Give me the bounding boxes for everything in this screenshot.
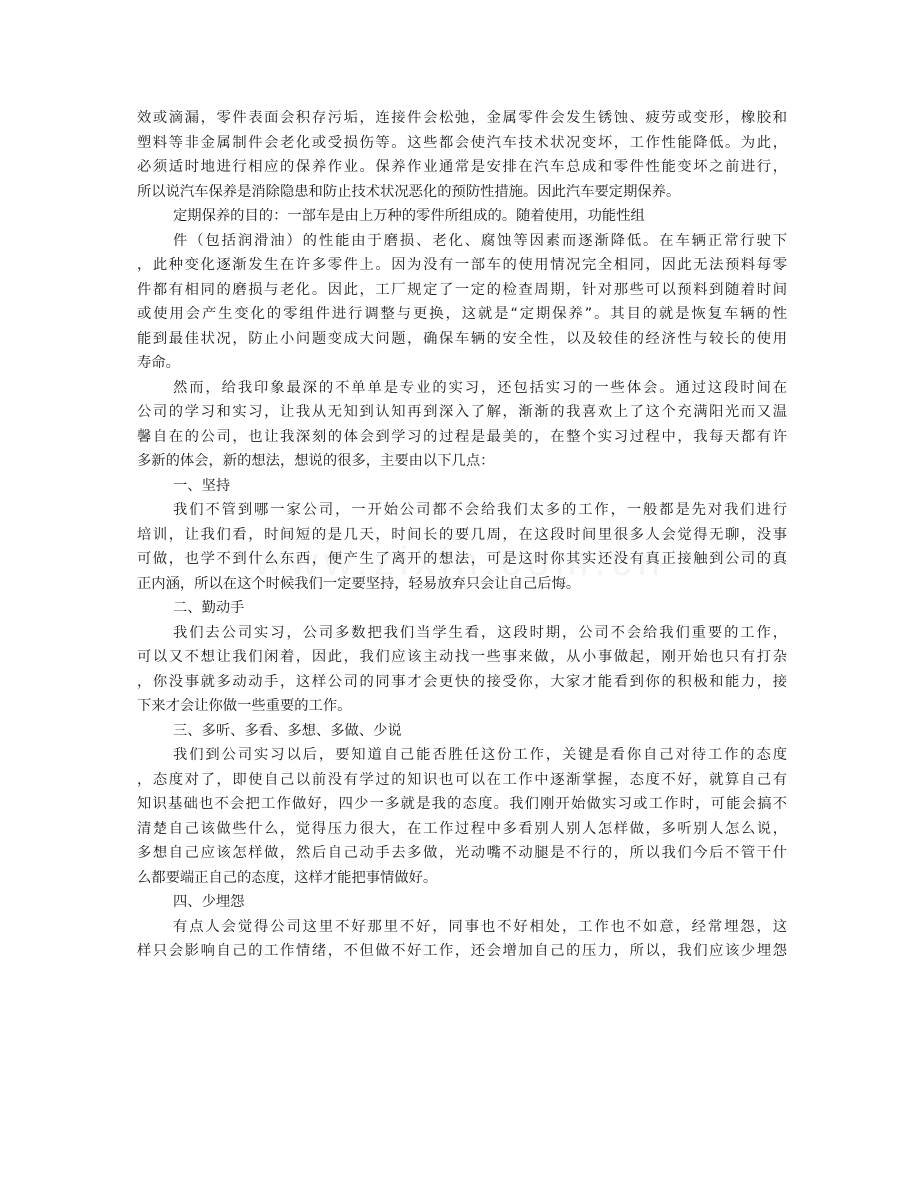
text-line: 四、少埋怨 xyxy=(173,894,245,910)
text-line: 正内涵，所以在这个时候我们一定要坚持，轻易放弃只会让自己后悔。 xyxy=(137,575,581,592)
text-line: 下来才会让你做一些重要的工作。 xyxy=(137,698,352,714)
text-line: 定期保养的目的：一部车是由上万种的零件所组成的。随着使用，功能性组 xyxy=(173,208,645,224)
text-line: ，你没事就多动动手，这样公司的同事才会更快的接受你，大家才能看到你的积极和能力，接 xyxy=(137,673,787,690)
text-line: 我们到公司实习以后，要知道自己能否胜任这份工作，关键是看你自己对待工作的态度 xyxy=(173,747,787,763)
text-line: 我们不管到哪一家公司，一开始公司都不会给我们太多的工作，一般都是先对我们进行 xyxy=(173,502,787,518)
text-line: 培训，让我们看，时间短的是几天，时间长的要几周，在这段时间里很多人会觉得无聊，没事 xyxy=(137,526,787,543)
text-line: 公司的学习和实习，让我从无知到认知再到深入了解，渐渐的我喜欢上了这个充满阳光而又温 xyxy=(137,404,787,420)
text-line: ，态度对了，即使自己以前没有学过的知识也可以在工作中逐渐掌握，态度不好，就算自己有 xyxy=(137,771,787,788)
text-line: 效或滴漏，零件表面会积存污垢，连接件会松弛，金属零件会发生锈蚀、疲劳或变形，橡胶和 xyxy=(137,110,787,126)
text-line: 可以又不想让我们闲着，因此，我们应该主动找一些事来做，从小事做起，刚开始也只有打杂 xyxy=(137,649,787,665)
text-line: 二、勤动手 xyxy=(173,600,245,616)
text-line: 塑料等非金属制件会老化或受损伤等。这些都会使汽车技术状况变坏，工作性能降低。为此， xyxy=(137,134,787,151)
text-line: 知识基础也不会把工作做好，四少一多就是我的态度。我们刚开始做实习或工作时，可能会搞不 xyxy=(137,796,787,812)
text-line: 必须适时地进行相应的保养作业。保养作业通常是安排在汽车总成和零件性能变坏之前进行， xyxy=(137,159,787,175)
text-line: 然而，给我印象最深的不单单是专业的实习，还包括实习的一些体会。通过这段时间在 xyxy=(173,379,787,396)
text-line: 所以说汽车保养是消除隐患和防止技术状况恶化的预防性措施。因此汽车要定期保养。 xyxy=(137,183,681,200)
text-line: 能到最佳状况，防止小问题变成大问题，确保车辆的安全性，以及较佳的经济性与较长的使用 xyxy=(137,330,787,347)
text-line: 三、多听、多看、多想、多做、少说 xyxy=(173,722,402,739)
text-line: 我们去公司实习，公司多数把我们当学生看，这段时期，公司不会给我们重要的工作， xyxy=(173,624,787,641)
text-line: 件（包括润滑油）的性能由于磨损、老化、腐蚀等因素而逐渐降低。在车辆正常行驶下 xyxy=(173,232,787,249)
text-line: 多新的体会，新的想法，想说的很多，主要由以下几点： xyxy=(137,453,495,469)
text-line: ，此种变化逐渐发生在许多零件上。因为没有一部车的使用情况完全相同，因此无法预料每零 xyxy=(137,257,787,273)
text-line: 件都有相同的磨损与老化。因此，工厂规定了一定的检查周期，针对那些可以预料到随着时间 xyxy=(137,281,787,298)
document-body xyxy=(137,106,787,964)
text-line: 馨自在的公司，也让我深刻的体会到学习的过程是最美的，在整个实习过程中，我每天都有许 xyxy=(137,428,787,445)
text-line: 可做，也学不到什么东西，便产生了离开的想法，可是这时你其实还没有真正接触到公司的真 xyxy=(137,551,787,567)
text-line: 或使用会产生变化的零组件进行调整与更换，这就是“定期保养”。其目的就是恢复车辆的性 xyxy=(137,306,787,322)
text-line: 样只会影响自己的工作情绪，不但做不好工作，还会增加自己的压力，所以，我们应该少埋怨 xyxy=(137,943,787,959)
text-line: 多想自己应该怎样做，然后自己动手去多做，光动嘴不动腿是不行的，所以我们今后不管干什 xyxy=(137,845,787,861)
text-line: 清楚自己该做些什么，觉得压力很大，在工作过程中多看别人别人怎样做，多听别人怎么说， xyxy=(137,820,787,837)
text-line: 有点人会觉得公司这里不好那里不好，同事也不好相处，工作也不如意，经常埋怨，这 xyxy=(173,918,787,935)
text-line: 寿命。 xyxy=(137,355,180,371)
text-line: 么都要端正自己的态度，这样才能把事情做好。 xyxy=(137,869,438,886)
text-line: 一、坚持 xyxy=(173,477,231,494)
